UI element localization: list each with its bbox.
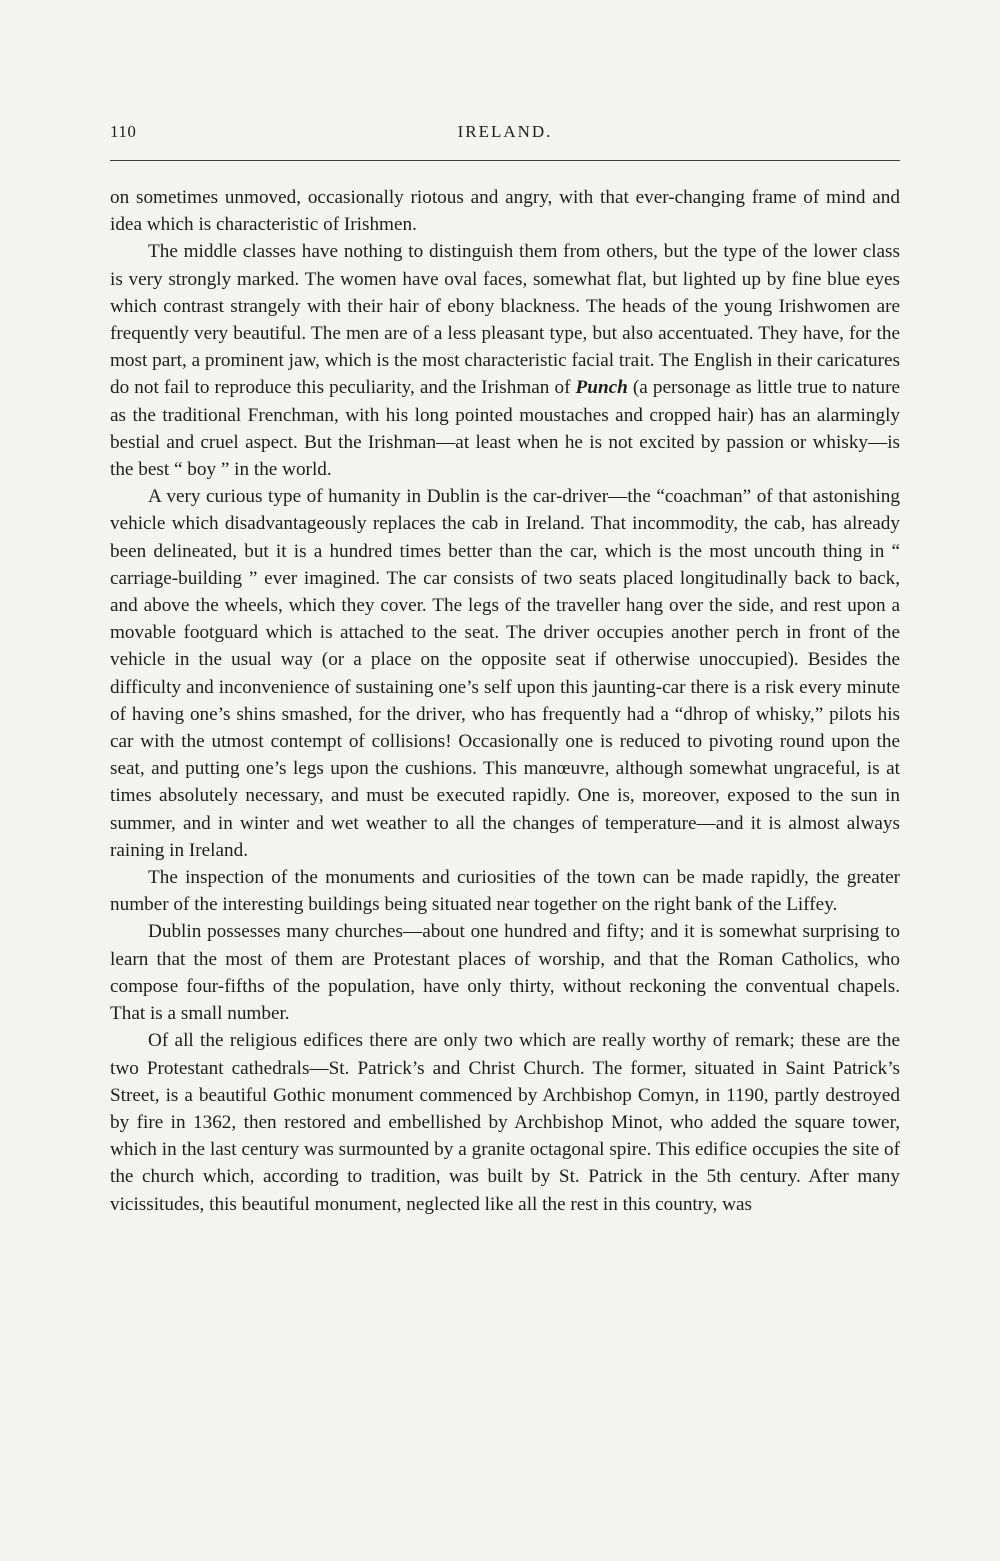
page-number: 110 [110,122,137,141]
paragraph-6-text: Of all the religious edifices there are only two which are really worthy of remark; these are the two Protestant cathedrals—St. Patrick’s and Christ Church. The former, situated in Saint Patrick’s Street, is a beautiful Gothic monument commenced by Archbishop Comyn, in 1190, partly destroyed by fire in 1362, then restored and embellished by Archbishop Minot, who added the square tower, which in the last century was surmounted by a granite octagonal spire. This edifice occupies the site of the church which, according to tradition, was built by St. Patrick in the 5th century. After many vicissitudes, this beautiful monument, neglected like all the rest in this country, was [110,1030,900,1215]
paragraph-2-text-start: The middle classes have nothing to distinguish them from others, but the type of the lower class is very strongly marked. The women have oval faces, somewhat flat, but lighted up by fine blue eyes which contrast strangely with their hair of ebony blackness. The heads of the young Irishwomen are frequently very beautiful. The men are of a less pleasant type, but also accentuated. They have, for the most part, a prominent jaw, which is the most characteristic facial trait. The English in their caricatures do not fail to reproduce this peculiarity, and the Irishman of [110,241,900,399]
paragraph-4 [110,864,900,918]
paragraph-3-text: A very curious type of humanity in Dublin is the car-driver—the “coachman” of that astonishing vehicle which disadvantageously replaces the cab in Ireland. That incommodity, the cab, has already been delineated, but it is a hundred times better than the car, which is the most uncouth thing in “ carriage-building ” ever imagined. The car consists of two seats placed longitudinally back to back, and above the wheels, which they cover. The legs of the traveller hang over the side, and rest upon a movable footguard which is attached to the seat. The driver occupies another perch in front of the vehicle in the usual way (or a place on the opposite seat if otherwise unoccupied). Besides the difficulty and inconvenience of sustaining one’s self upon this jaunting-car there is a risk every minute of having one’s shins smashed, for the driver, who has frequently had a “dhrop of whisky,” pilots his car with the utmost contempt of collisions! Occasionally one is reduced to pivoting round upon the seat, and putting one’s legs upon the cushions. This manœuvre, although somewhat ungraceful, is at times absolutely necessary, and must be executed rapidly. One is, moreover, exposed to the sun in summer, and in winter and wet weather to all the changes of temperature—and it is almost always raining in Ireland. [110,486,900,861]
running-title: IRELAND. [457,122,553,141]
paragraph-5 [110,918,900,1027]
running-head [110,122,900,146]
paragraph-5-text: Dublin possesses many churches—about one hundred and fifty; and it is somewhat surprising to learn that the most of them are Protestant places of worship, and that the Roman Catholics, who compose four-fifths of the population, have only thirty, without reckoning the conventual chapels. That is a small number. [110,921,900,1025]
paragraph-6 [110,1027,900,1217]
paragraph-1-text: on sometimes unmoved, occasionally riotous and angry, with that ever-changing frame of mind and idea which is characteristic of Irishmen. [110,187,900,236]
body-text [110,184,900,1218]
paragraph-1 [110,184,900,238]
header-rule [110,160,900,161]
paragraph-4-text: The inspection of the monuments and curiosities of the town can be made rapidly, the greater number of the interesting buildings being situated near together on the right bank of the Liffey. [110,867,900,916]
paragraph-2 [110,238,900,483]
paragraph-3 [110,483,900,864]
paragraph-2-text-end: (a personage as little true to nature as the traditional Frenchman, with his long pointed moustaches and cropped hair) has an alarmingly bestial and cruel aspect. But the Irishman—at least when he is not excited by passion or whisky—is the best “ boy ” in the world. [110,377,900,481]
paragraph-2-italic-title: Punch [575,377,628,399]
